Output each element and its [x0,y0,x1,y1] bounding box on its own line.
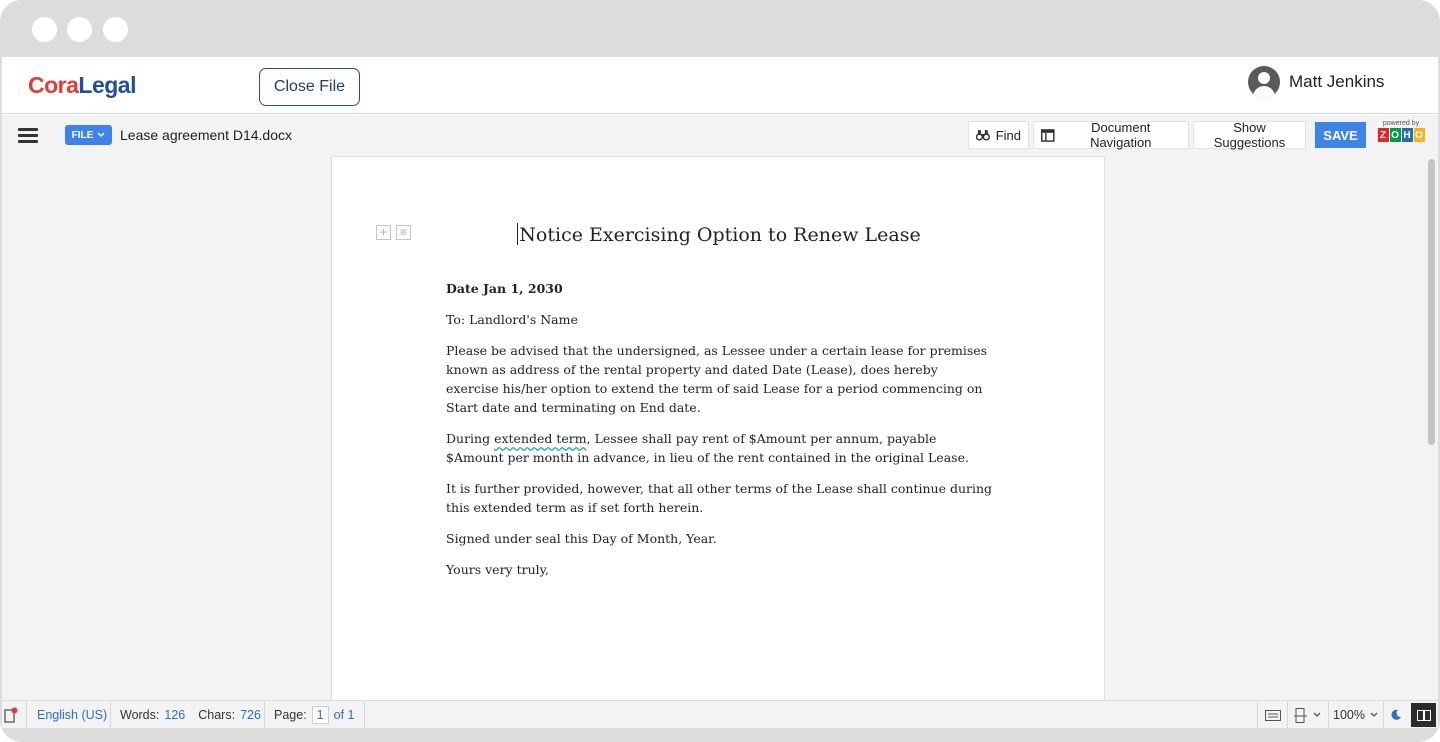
window-control-maximize[interactable] [103,17,128,42]
binoculars-icon [976,129,990,141]
status-bar [2,700,1438,728]
navigation-panel-icon [1041,129,1055,142]
vertical-scrollbar[interactable] [1426,155,1438,700]
paragraph-1: Please be advised that the undersigned, as Lessee under a certain lease for premises known as address of the rental property and dated Date (Lease), does hereby exercise his/her option to extend the term of said Lease for a period commencing on Start date and terminating on End date. [446,343,988,415]
window-control-minimize[interactable] [67,17,92,42]
words-label: Words: [120,708,160,722]
brand-logo[interactable] [28,72,136,99]
paragraph-2-rest: , Lessee shall pay rent of $Amount per annum, payable $Amount per month in advance, in lieu of the rent contained in the original Lease. [446,431,969,465]
close-file-button[interactable]: Close File [259,68,360,106]
document-body[interactable] [446,279,994,591]
dark-mode-moon-icon[interactable] [1390,701,1402,729]
app-container [2,57,1438,740]
file-menu-label: FILE [71,129,94,141]
avatar-icon [1248,66,1280,98]
words-value: 126 [164,708,186,722]
file-menu-button[interactable] [65,125,112,145]
zoho-letter: H [1403,129,1411,141]
paragraph-4: Signed under seal this Day of Month, Year. [446,531,717,546]
chevron-down-icon [97,132,105,138]
save-button[interactable]: SAVE [1315,122,1366,148]
document-title-text: Notice Exercising Option to Renew Lease [519,224,921,246]
zoho-logo-icon [1375,128,1427,142]
show-suggestions-button[interactable] [1193,121,1306,149]
find-label: Find [995,127,1021,143]
zoom-selector[interactable] [1333,701,1378,729]
page-indicator [274,701,354,729]
brand-logo-part2: Legal [78,72,136,98]
powered-by-zoho-logo [1375,120,1427,150]
paragraph-2 [446,429,994,467]
app-header [2,57,1438,114]
zoho-letter: O [1415,129,1423,141]
paragraph-3: It is further provided, however, that all other terms of the Lease shall continue during this extended term as if set forth herein. [446,481,993,515]
window-chrome [0,0,1440,57]
document-alert-icon[interactable] [4,701,18,729]
document-navigation-button[interactable] [1033,121,1189,149]
window-control-close[interactable] [32,17,57,42]
to-line: To: Landlord's Name [446,312,578,327]
page-label: Page: [274,708,307,722]
zoom-level: 100% [1333,708,1365,722]
chevron-down-icon [1313,712,1321,718]
show-suggestions-label: Show Suggestions [1213,120,1286,150]
user-menu[interactable] [1248,66,1384,98]
hamburger-menu-icon[interactable] [18,128,38,143]
date-line: Date Jan 1, 2030 [446,281,563,296]
powered-by-label: powered by [1382,120,1420,127]
chevron-down-icon [1370,712,1378,718]
brand-logo-part1: Cora [28,72,79,98]
document-page[interactable] [331,156,1105,702]
page-width-icon [1294,708,1308,723]
page-number-input[interactable]: 1 [312,706,329,724]
find-button[interactable] [968,121,1029,149]
language-selector[interactable] [37,701,107,729]
add-block-icon[interactable]: + [376,225,391,240]
user-name: Matt Jenkins [1289,72,1385,91]
language-label: English (US) [37,708,108,722]
scrollbar-thumb[interactable] [1428,159,1435,445]
editor-workspace [2,155,1438,700]
document-navigation-label: Document Navigation [1090,120,1152,150]
document-name[interactable]: Lease agreement D14.docx [120,127,292,143]
paragraph-2-prefix: During [446,431,495,446]
zoho-letter: O [1391,129,1399,141]
document-title[interactable] [332,223,1106,246]
chars-value: 726 [240,708,261,722]
word-count [120,701,261,729]
spellcheck-flagged-text[interactable]: extended term [494,431,587,446]
zoho-letter: Z [1378,128,1389,142]
paragraph-format-icon[interactable]: ≡ [396,225,411,240]
window-bottom-edge [2,728,1438,740]
paragraph-5: Yours very truly, [446,562,549,577]
book-view-icon[interactable] [1411,703,1436,727]
page-layout-selector[interactable] [1294,701,1321,729]
page-total: of 1 [333,708,355,722]
editor-toolbar [2,115,1438,155]
chars-label: Chars: [198,708,236,722]
keyboard-icon[interactable] [1265,701,1281,729]
